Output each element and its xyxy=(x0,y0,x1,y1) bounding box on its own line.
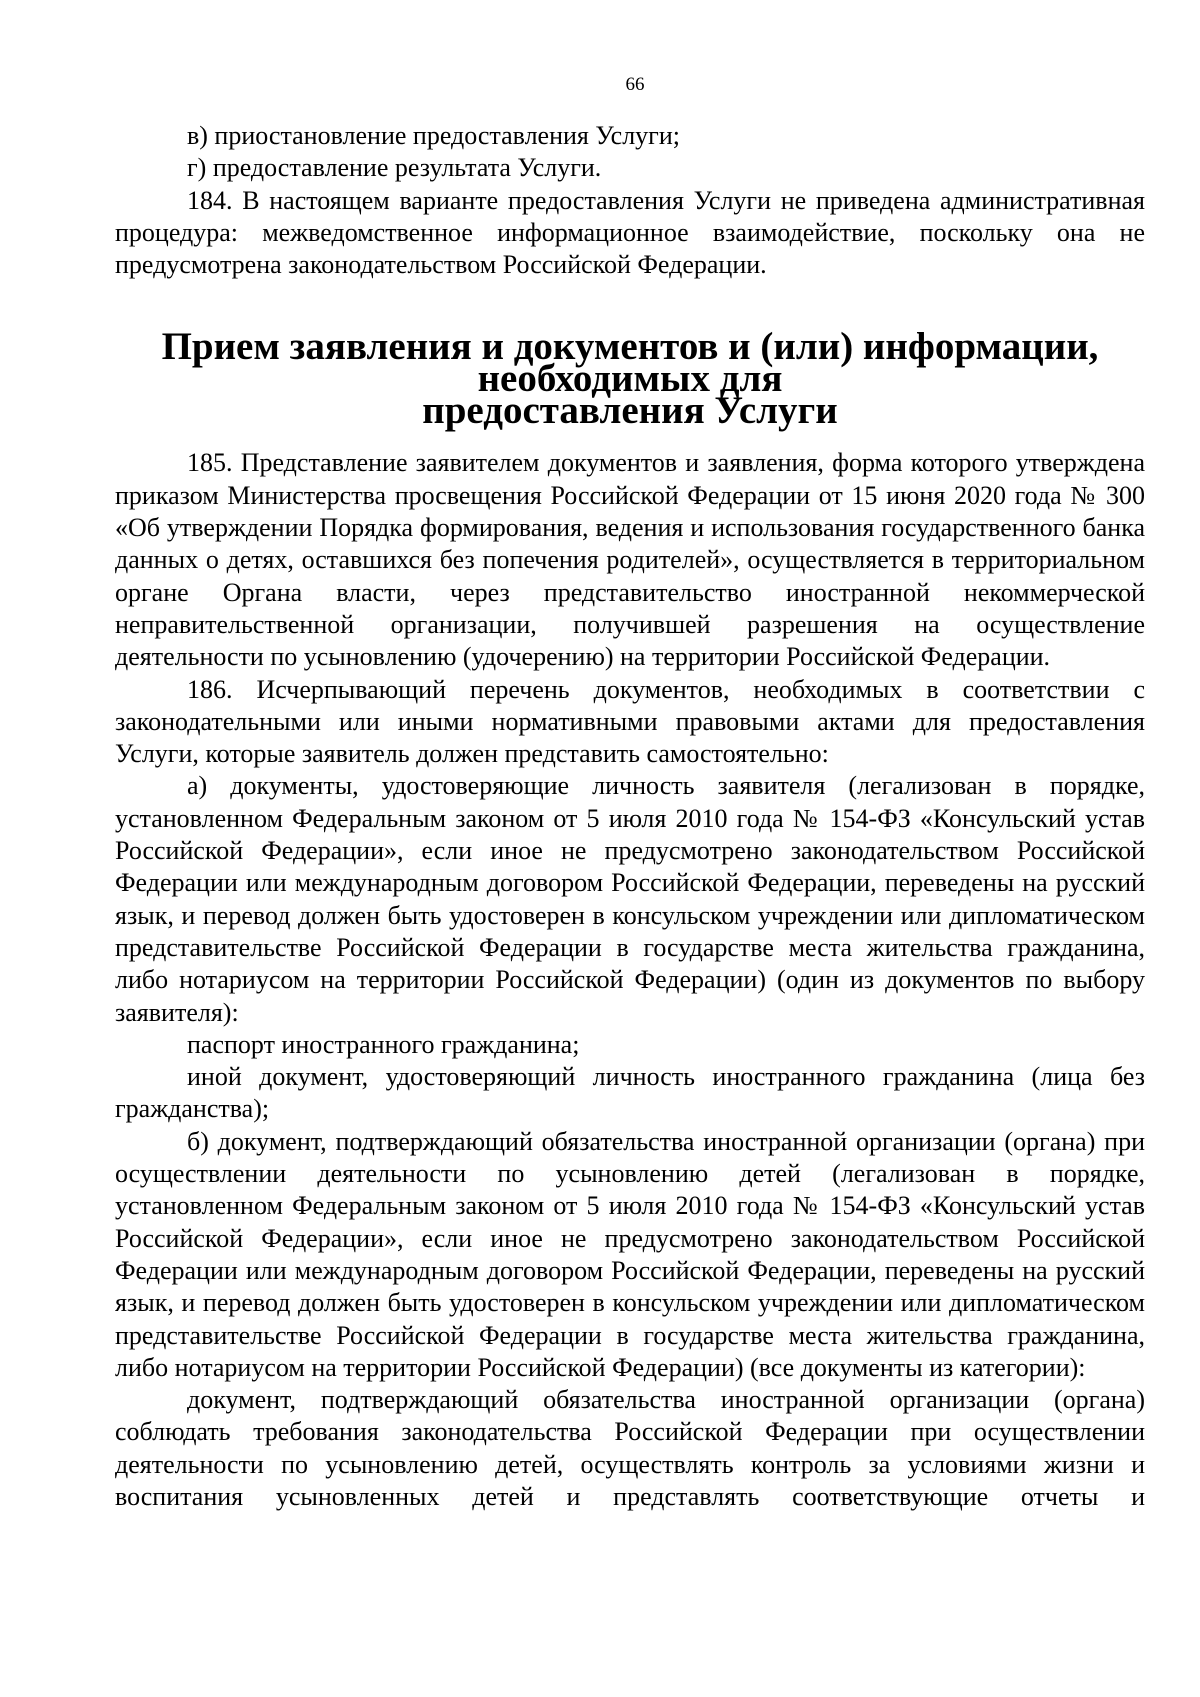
item-b-obligation-document: б) документ, подтверждающий обязательства иностранной организации (органа) при осуществлении деятельности по усыновлению детей (легализован в порядке, установленном Федеральным законом от 5 июля 2010 года № 154-ФЗ «Консульский устав Российской Федерации», если иное не предусмотрено законодательством Российской Федерации или международным договором Российской Федерации, переведены на русский язык, и перевод должен быть удостоверен в консульском учреждении или дипломатическом представительстве Российской Федерации в государстве места жительства гражданина, либо нотариусом на территории Российской Федерации) (все документы из категории): xyxy=(115,1126,1145,1382)
clause-185: 185. Представление заявителем документов и заявления, форма которого утверждена приказом Министерства просвещения Российской Федерации от 15 июня 2020 года № 300 «Об утверждении Порядка формирования, ведения и использования государственного банка данных о детях, оставшихся без попечения родителей», осуществляется в территориальном органе Органа власти, через представительство иностранной некоммерческой неправительственной организации, получившей разрешения на осуществление деятельности по усыновлению (удочерению) на территории Российской Федерации. xyxy=(115,448,1145,672)
section-heading-line-2: предоставления Услуги xyxy=(422,389,838,433)
document-body xyxy=(115,120,1145,1513)
list-item-g: г) предоставление результата Услуги. xyxy=(187,153,602,183)
section-heading xyxy=(115,281,1145,447)
page-number: 66 xyxy=(625,74,645,95)
item-a-identity-documents: а) документы, удостоверяющие личность заявителя (легализован в порядке, установленном Федеральным законом от 5 июля 2010 года № 154-ФЗ «Консульский устав Российской Федерации», если иное не предусмотрено законодательством Российской Федерации или международным договором Российской Федерации, переведены на русский язык, и перевод должен быть удостоверен в консульском учреждении или дипломатическом представительстве Российской Федерации в государстве места жительства гражданина, либо нотариусом на территории Российской Федерации) (один из документов по выбору заявителя): xyxy=(115,771,1145,1027)
item-obligation-document-text: документ, подтверждающий обязательства иностранной организации (органа) соблюдать требования законодательства Российской Федерации при осуществлении деятельности по усыновлению детей, осуществлять контроль за условиями жизни и воспитания усыновленных детей и представлять соответствующие отчеты и xyxy=(115,1385,1145,1511)
item-passport: паспорт иностранного гражданина; xyxy=(187,1029,580,1059)
item-other-identity-document: иной документ, удостоверяющий личность иностранного гражданина (лица без гражданства); xyxy=(115,1062,1145,1124)
clause-186: 186. Исчерпывающий перечень документов, необходимых в соответствии с законодательными или иными нормативными правовыми актами для предоставления Услуги, которые заявитель должен представить самостоятельно: xyxy=(115,674,1145,769)
clause-184: 184. В настоящем варианте предоставления Услуги не приведена административная процедура: межведомственное информационное взаимодействие, поскольку она не предусмотрена законодательством Российской Федерации. xyxy=(115,185,1145,280)
section-heading-line-1: Прием заявления и документов и (или) информации, необходимых для xyxy=(161,325,1099,401)
list-item-v: в) приостановление предоставления Услуги; xyxy=(187,121,680,150)
